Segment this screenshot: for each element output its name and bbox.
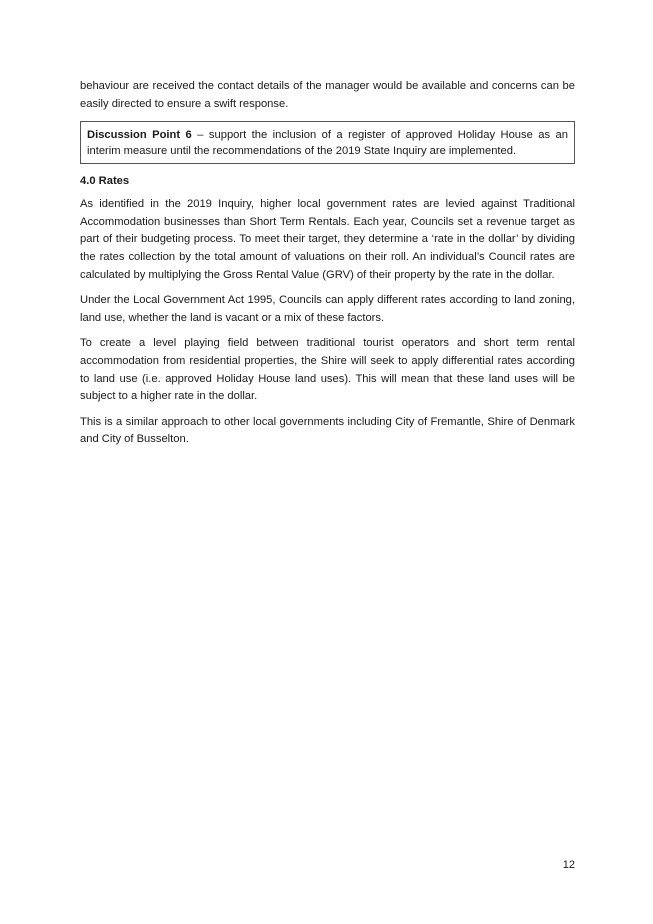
page-number: 12 [562, 859, 575, 871]
discussion-point-label: Discussion Point 6 [87, 129, 192, 142]
discussion-point-text [87, 127, 568, 159]
paragraph-local-government-act: Under the Local Government Act 1995, Councils can apply different rates according to land zoning, land use, whether the land is vacant or a mix of these factors. [80, 294, 575, 324]
paragraph-level-playing-field: To create a level playing field between traditional tourist operators and short term rental accommodation from residential properties, the Shire will seek to apply differential rates according to land use (i.e. approved Holiday House land uses). This will mean that these land uses will be subject to a higher rate in the dollar. [80, 337, 575, 403]
intro-paragraph: behaviour are received the contact details of the manager would be available and concerns can be easily directed to ensure a swift response. [80, 80, 575, 110]
discussion-point-body: – support the inclusion of a register of approved Holiday House as an interim measure until the recommendations of the 2019 State Inquiry are implemented. [87, 129, 568, 158]
paragraph-rates-inquiry: As identified in the 2019 Inquiry, higher local government rates are levied against Traditional Accommodation businesses than Short Term Rentals. Each year, Councils set a revenue target as part of their budgeting process. To meet their target, they determine a ‘rate in the dollar’ by dividing the rates collection by the total amount of valuations on their roll. An individual’s Council rates are calculated by multiplying the Gross Rental Value (GRV) of their property by the rate in the dollar. [80, 198, 575, 281]
discussion-point-box [80, 121, 575, 164]
section-heading: 4.0 Rates [80, 175, 130, 188]
paragraph-similar-approach: This is a similar approach to other local governments including City of Fremantle, Shire of Denmark and City of Busselton. [80, 415, 575, 446]
document-page [80, 78, 575, 457]
